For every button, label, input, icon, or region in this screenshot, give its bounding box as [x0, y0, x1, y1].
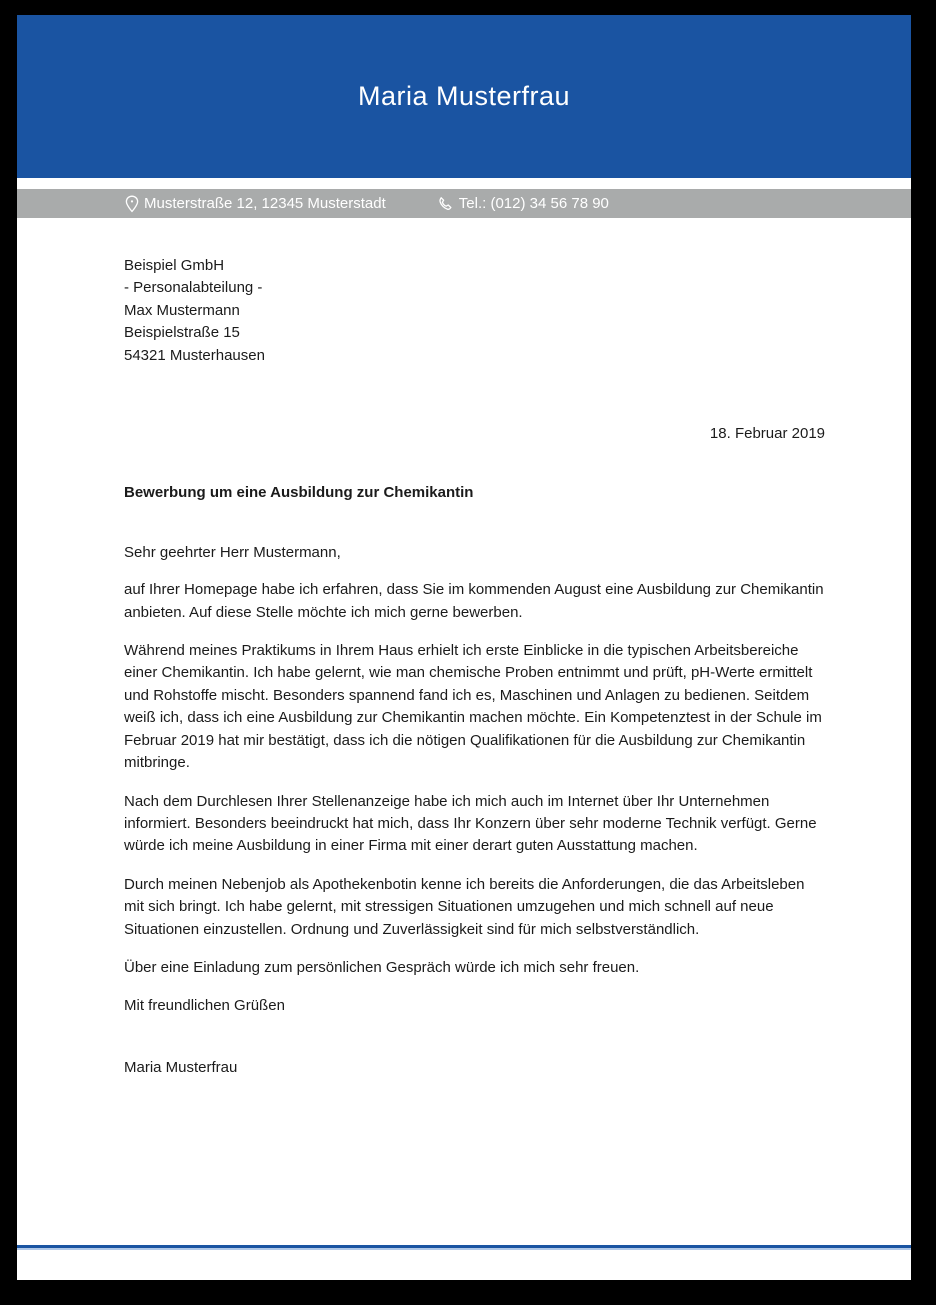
subject-line: Bewerbung um eine Ausbildung zur Chemikantin: [124, 484, 474, 502]
salutation: Sehr geehrter Herr Mustermann,: [124, 543, 341, 561]
location-pin-icon: [125, 195, 139, 213]
recipient-line: - Personalabteilung -: [124, 279, 263, 297]
body-paragraph-3: Nach dem Durchlesen Ihrer Stellenanzeige habe ich mich auch im Internet über Ihr Unternehmen informiert. Besonders beeindruckt hat mich, dass Ihr Konzern über sehr moderne Technik verfügt. Gerne würde ich meine Ausbildung in einer Firma mit einer derart guten Ausstattung machen.: [124, 792, 817, 855]
recipient-address-block: [124, 255, 825, 367]
body-paragraph-1: auf Ihrer Homepage habe ich erfahren, dass Sie im kommenden August eine Ausbildung zur Chemikantin anbieten. Auf diese Stelle möchte ich mich gerne bewerben.: [124, 581, 824, 621]
recipient-line: Beispielstraße 15: [124, 324, 240, 342]
body-paragraph-5: Über eine Einladung zum persönlichen Gespräch würde ich mich sehr freuen.: [124, 958, 640, 976]
recipient-line: 54321 Musterhausen: [124, 346, 265, 364]
date-line: 18. Februar 2019: [709, 425, 825, 443]
recipient-line: Beispiel GmbH: [124, 257, 225, 274]
sender-name: Maria Musterfrau: [357, 81, 571, 111]
body-paragraph-4: Durch meinen Nebenjob als Apothekenbotin kenne ich bereits die Anforderungen, die das Arbeitsleben mit sich bringt. Ich habe gelernt, mit stressigen Situationen umzugehen und mich schnell auf neue Situationen einzustellen. Ordnung und Zuverlässigkeit sind für mich selbstverständlich.: [124, 875, 805, 938]
phone-text: Tel.: (012) 34 56 78 90: [458, 195, 609, 212]
letter-body: [124, 255, 825, 1079]
letter-header: [17, 15, 911, 178]
address-text: Musterstraße 12, 12345 Musterstadt: [144, 195, 386, 212]
closing-line: Mit freundlichen Grüßen: [124, 997, 285, 1015]
signature-name: Maria Musterfrau: [124, 1058, 238, 1076]
body-paragraph-2: Während meines Praktikums in Ihrem Haus erhielt ich erste Einblicke in die typischen Arbeitsbereiche einer Chemikantin. Ich habe gelernt, wie man chemische Proben entnimmt und prüft, pH-Werte ermittelt und Rohstoffe mischt. Besonders spannend fand ich es, Maschinen und Anlagen zu bedienen. Seitdem weiß ich, dass ich eine Ausbildung zur Chemikantin machen möchte. Ein Kompetenztest in der Schule im Februar 2019 hat mir bestätigt, dass ich die nötigen Qualifikationen für die Ausbildung zur Chemikantin mitbringe.: [124, 642, 822, 772]
recipient-line: Max Mustermann: [124, 301, 240, 319]
phone-item: [438, 195, 609, 212]
footer-accent-line: [17, 1245, 911, 1250]
letter-page: [17, 15, 911, 1280]
contact-bar: [17, 189, 911, 218]
address-item: [125, 195, 386, 213]
phone-receiver-icon: [438, 196, 454, 212]
